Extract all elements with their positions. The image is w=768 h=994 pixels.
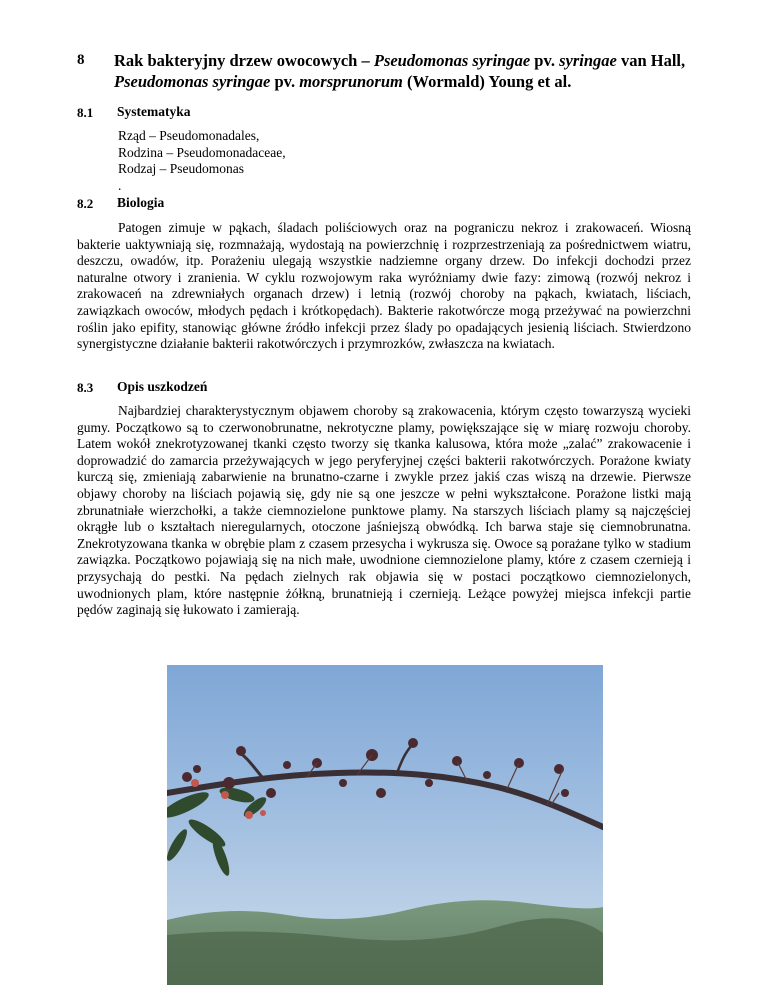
section-number: 8.3: [77, 380, 94, 395]
damage-paragraph: Najbardziej charakterystycznym objawem choroby są zrakowacenia, którym często towarzyszą wycieki gumy. Początkowo są to czerwonobrunatne, nekrotyczne plamy, powiększające się w miarę rozwoju choroby. Latem wokół znekrotyzowanej tkanki często tworzy się tkanka kalusowa, która może „zalać” zrakowacenie i doprowadzić do zamarcia przeżywających w jego peryferyjnej części bakterii rakotwórczych. Porażone kwiaty kurczą się, zmieniają zabarwienie na brunatno-czarne i zwykle przez jakiś czas wiszą na drzewie. Pierwsze objawy choroby na liściach pojawią się, gdy nie są one jeszcze w pełni wykształcone. Porażone listki mają zbrunatniałe wierzchołki, a także ciemnozielone punktowe plamy. Na starszych liściach plamy są najczęściej okrągłe lub o kształtach nieregularnych, otoczone jaśniejszą obwódką. Ich barwa staje się ciemnobrunatna. Znekrotyzowana tkanka w obrębie plam z czasem przesycha i wykrusza się. Owoce są porażane tylko w stadium zawiązka. Początkowo pojawiają się na nich małe, uwodnione ciemnozielone plamy, które z czasem czernieją i przysychają do pestki. Na pędach zielnych rak objawia się w postaci początkowo ciemnozielonych, uwodnionych plam, które następnie żółkną, brunatnieją i czernieją. Leżące powyżej miejsca infekcji partie pędów zaginają się łukowato i zamierają.: [77, 403, 691, 618]
section-number: 8.2: [77, 196, 94, 211]
systematics-family: Rodzina – Pseudomonadaceae,: [118, 144, 286, 160]
section-title-biology: Biologia: [117, 195, 165, 210]
systematics-list: [118, 128, 286, 194]
title-part-italic: syringae: [559, 51, 617, 70]
title-part: (Wormald) Young et al.: [402, 72, 572, 91]
title-part: pv.: [270, 72, 300, 91]
title-part: van Hall,: [616, 51, 686, 70]
title-part-italic: morsprunorum: [299, 72, 403, 91]
chapter-number: 8: [77, 52, 85, 68]
title-part: Rak bakteryjny drzew owocowych –: [114, 51, 374, 70]
systematics-order: Rząd – Pseudomonadales,: [118, 128, 260, 143]
cherry-branch-photo: [167, 665, 603, 985]
biology-paragraph: Patogen zimuje w pąkach, śladach poliściowych oraz na pograniczu nekroz i zrakowaceń. Wiosną bakterie uaktywniają się, rozmnażają, wydostają na powierzchnię i rozprzestrzeniają za pośrednictwem wiatru, deszczu, owadów, itp. Porażeniu ulegają wszystkie nadziemne organy drzew. Do infekcji dochodzi przez naturalne otwory i zranienia. W cyklu rozwojowym raka wyróżniamy dwie fazy: zimową (rozwój nekroz i zrakowaceń na zdrewniałych organach drzew) i letnią (rozwój choroby na pąkach, kwiatach, liściach, zawiązkach owoców, młodych pędach i krótkopędach). Bakterie rakotwórcze mogą przeżywać na powierzchni roślin jako epifity, stanowiąc główne źródło infekcji przez ślady po opadających jesienią liściach. Stwierdzono synergistyczne działanie bakterii rakotwórczych i przymrozków, zwłaszcza na kwiatach.: [77, 220, 691, 352]
title-part-italic: Pseudomonas syringae: [114, 72, 271, 91]
systematics-dot: .: [118, 177, 122, 193]
title-part-italic: Pseudomonas syringae: [373, 51, 531, 70]
chapter-title: [114, 50, 704, 92]
section-number: 8.1: [77, 105, 94, 120]
section-title-systematics: Systematyka: [117, 104, 191, 119]
photo-image: [167, 665, 603, 985]
section-title-damage: Opis uszkodzeń: [117, 379, 208, 394]
title-part: pv.: [530, 51, 560, 70]
systematics-genus: Rodzaj – Pseudomonas: [118, 161, 244, 176]
